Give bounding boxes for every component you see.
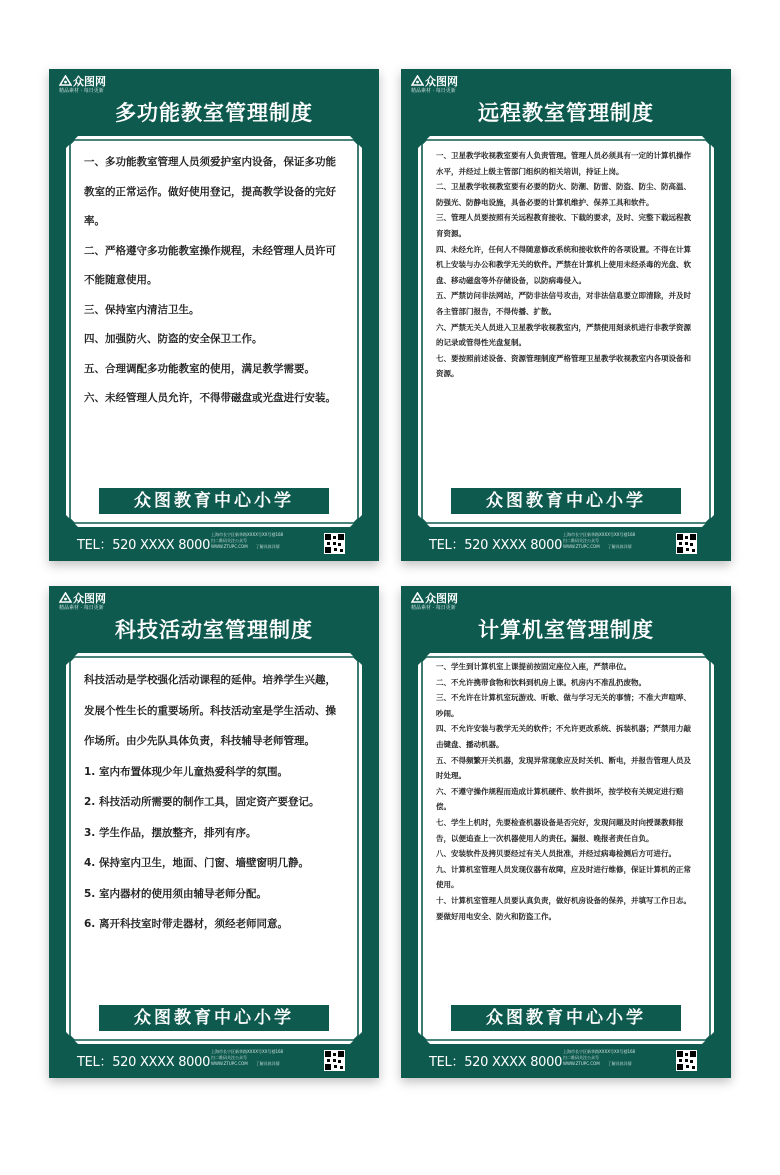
school-name: 众图教育中心小学 (451, 1005, 681, 1031)
telephone: TEL：520 XXXX 8000 (77, 538, 211, 553)
logo-text: 众图网 (73, 75, 106, 88)
rules-body (436, 659, 696, 988)
rule-item: 九、计算机室管理人员发现仪器有故障，应及时进行维修，保证计算机的正常使用。 (436, 864, 691, 890)
rule-item: 5. 室内器材的使用须由辅导老师分配。 (84, 887, 267, 900)
rule-item: 二、不允许携带食物和饮料到机房上课。机房内不准乱扔废物。 (436, 677, 646, 687)
rule-item: 一、卫星教学收视教室要有人负责管理。管理人员必须具有一定的计算机操作水平，并经过上级主管部门组织的相关培训，持证上岗。 (436, 151, 691, 176)
logo-mark-icon (59, 75, 72, 86)
website: WWW.ZTUPC.COM (563, 1061, 600, 1066)
qr-hint: 扫二维码关注公众号 (563, 1055, 599, 1060)
rule-item: 1. 室内布置体现少年儿童热爱科学的氛围。 (84, 765, 288, 778)
footer-info (211, 532, 331, 550)
content-panel (66, 653, 362, 1044)
poster-title: 远程教室管理制度 (478, 101, 654, 125)
telephone: TEL：520 XXXX 8000 (77, 1055, 211, 1070)
rule-item: 四、加强防火、防盗的安全保卫工作。 (84, 333, 263, 345)
school-name: 众图教育中心小学 (99, 1005, 329, 1031)
logo-subtitle: 精品素材 · 每日更新 (59, 88, 104, 94)
qr-hint: 扫二维码关注公众号 (211, 1055, 247, 1060)
logo-text: 众图网 (73, 592, 106, 605)
brand-logo (59, 75, 106, 95)
address: 上海市长宁区新华路XXXX号XX号楼168 (563, 532, 636, 537)
school-name: 众图教育中心小学 (451, 488, 681, 514)
rule-item: 五、合理调配多功能教室的使用，满足教学需要。 (84, 362, 315, 375)
footer-info (563, 532, 683, 550)
qr-hint-2: 了解具体详情 (255, 1061, 280, 1066)
rule-item: 三、保持室内清洁卫生。 (84, 303, 200, 316)
qr-code-icon (324, 1050, 345, 1071)
footer-info (563, 1049, 683, 1067)
qr-code-icon (324, 533, 345, 554)
rule-item: 四、不允许安装与教学无关的软件；不允许更改系统、拆装机器；严禁用力敲击键盘、播动机器。 (436, 724, 691, 749)
content-panel (66, 136, 362, 527)
school-name: 众图教育中心小学 (99, 488, 329, 514)
rule-item: 一、学生到计算机室上课提前按固定座位入座，严禁串位。 (436, 662, 631, 671)
logo-mark-icon (411, 75, 424, 86)
footer-info (211, 1049, 331, 1067)
address: 上海市长宁区新华路XXXX号XX号楼168 (211, 1049, 284, 1054)
poster-tech-activity (49, 586, 379, 1078)
qr-hint: 扫二维码关注公众号 (211, 538, 247, 543)
telephone: TEL：520 XXXX 8000 (429, 1055, 563, 1070)
rules-body (84, 148, 344, 471)
website: WWW.ZTUPC.COM (563, 544, 600, 549)
rule-item: 十、计算机室管理人员要认真负责，做好机房设备的保养，并填写工作日志。要做好用电安全、防火和防盗工作。 (436, 895, 691, 921)
logo-mark-icon (59, 592, 72, 603)
content-panel (418, 136, 714, 527)
rule-item: 二、卫星教学收视教室要有必要的防火、防潮、防雷、防盗、防尘、防高温、防强光、防静电设施，具备必要的计算机维护、保养工具和软件。 (436, 182, 691, 207)
logo-mark-icon (411, 592, 424, 603)
rules-body (436, 148, 696, 471)
logo-subtitle: 精品素材 · 每日更新 (411, 88, 456, 94)
rule-item: 3. 学生作品，摆放整齐，排列有序。 (84, 826, 257, 839)
logo-text: 众图网 (425, 592, 458, 605)
brand-logo (411, 592, 458, 612)
poster-remote-classroom (401, 69, 731, 561)
rule-item: 6. 离开科技室时带走器材，须经老师同意。 (84, 918, 288, 930)
rule-item: 三、管理人员要按照有关远程教育接收、下载的要求，及时、完整下载远程教育资源。 (436, 213, 691, 238)
logo-subtitle: 精品素材 · 每日更新 (59, 605, 104, 611)
poster-title: 科技活动室管理制度 (115, 618, 313, 642)
telephone: TEL：520 XXXX 8000 (429, 538, 563, 553)
rule-item: 4. 保持室内卫生，地面、门窗、墙壁窗明几静。 (84, 857, 309, 869)
address: 上海市长宁区新华路XXXX号XX号楼168 (563, 1049, 636, 1054)
qr-code-icon (676, 1050, 697, 1071)
website: WWW.ZTUPC.COM (211, 1061, 248, 1066)
qr-hint: 扫二维码关注公众号 (563, 538, 599, 543)
poster-computer-room (401, 586, 731, 1078)
rule-item: 三、不允许在计算机室玩游戏、听歌、做与学习无关的事情；不准大声喧哗、吵闹。 (436, 693, 691, 718)
poster-title: 多功能教室管理制度 (115, 101, 313, 125)
rule-item: 六、严禁无关人员进入卫星教学收视教室内，严禁使用刻录机进行非教学资源的记录或管得性光盘复制。 (436, 322, 691, 348)
brand-logo (59, 592, 106, 612)
poster-title: 计算机室管理制度 (478, 618, 654, 642)
poster-multifunction (49, 69, 379, 561)
qr-hint-2: 了解具体详情 (607, 544, 632, 549)
rule-item: 2. 科技活动所需要的制作工具，固定资产要登记。 (84, 796, 320, 808)
rule-item: 六、不遵守操作规程而造成计算机硬件、软件损坏，按学校有关规定进行赔偿。 (436, 786, 684, 812)
rule-item: 五、不得频繁开关机器，发现异常现象应及时关机、断电，并报告管理人员及时处理。 (436, 755, 691, 781)
rule-item: 科技活动是学校强化活动课程的延伸。培养学生兴趣，发展个性生长的重要场所。科技活动室是学生活动、操作场所。由少先队具体负责，科技辅导老师管理。 (84, 674, 336, 747)
brand-logo (411, 75, 458, 95)
rule-item: 八、安装软件及拷贝要经过有关人员批准，并经过病毒检测后方可进行。 (436, 849, 676, 859)
qr-code-icon (676, 533, 697, 554)
content-panel (418, 653, 714, 1044)
rule-item: 四、未经允许，任何人不得随意修改系统和接收软件的各项设置。不得在计算机上安装与办公和教学无关的软件。严禁在计算机上使用未经杀毒的光盘、软盘、移动磁盘等外存储设备，以防病毒侵入。 (436, 244, 691, 285)
rule-item: 五、严禁访问非法网站，严防非法信号攻击，对非法信息要立即清除，并及时各主管部门报告，不得传播、扩散。 (436, 291, 691, 316)
rule-item: 二、严格遵守多功能教室操作规程，未经管理人员许可不能随意使用。 (84, 244, 336, 286)
rule-item: 七、学生上机时，先要检查机器设备是否完好，发现问题及时向授课教师报告，以便追查上一次机器使用人的责任。漏报、晚报者责任自负。 (436, 817, 684, 843)
rule-item: 六、未经管理人员允许，不得带磁盘或光盘进行安装。 (84, 392, 336, 404)
rules-body (84, 665, 344, 988)
address: 上海市长宁区新华路XXXX号XX号楼168 (211, 532, 284, 537)
logo-text: 众图网 (425, 75, 458, 88)
rule-item: 一、多功能教室管理人员须爱护室内设备，保证多功能教室的正常运作。做好使用登记，提高教学设备的完好率。 (84, 156, 336, 227)
qr-hint-2: 了解具体详情 (607, 1061, 632, 1066)
logo-subtitle: 精品素材 · 每日更新 (411, 605, 456, 611)
rule-item: 七、要按照前述设备、资源管理制度严格管理卫星教学收视教室内各项设备和资源。 (436, 353, 691, 379)
website: WWW.ZTUPC.COM (211, 544, 248, 549)
qr-hint-2: 了解具体详情 (255, 544, 280, 549)
